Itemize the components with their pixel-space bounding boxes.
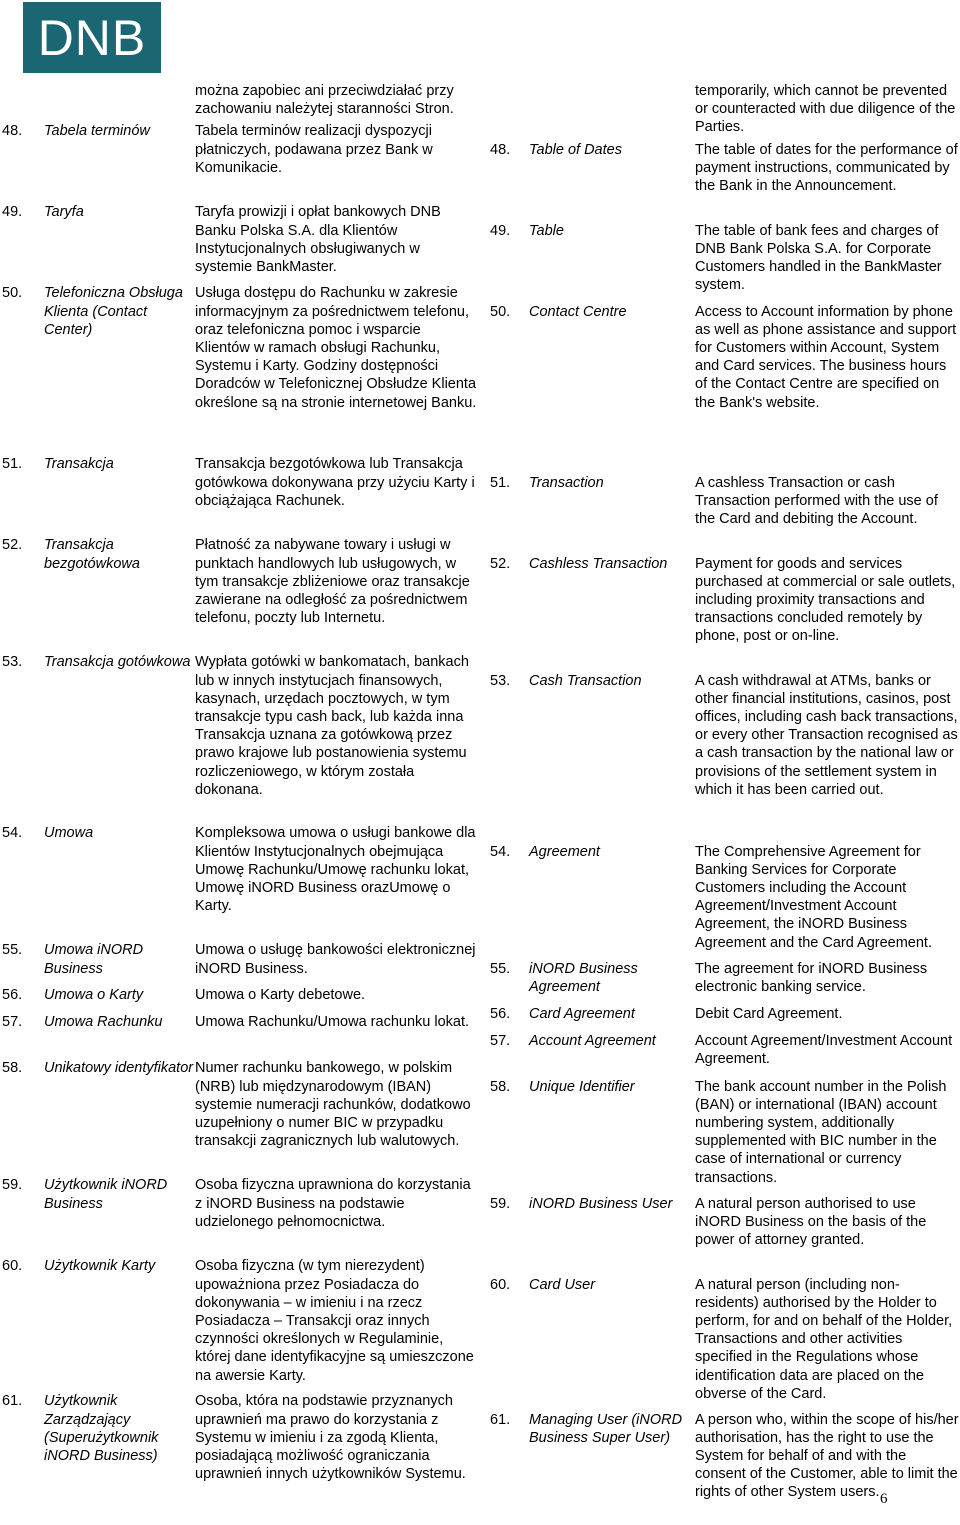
item-number: 57. [490,1032,511,1049]
definition: The table of bank fees and charges of DNB Bank Polska S.A. for Corporate Customers handled in the BankMaster system. [695,222,942,294]
definition-item-pl [0,203,478,280]
definition: A cash withdrawal at ATMs, banks or other financial institutions, casinos, post offices, including cash back transactions, or every other Transaction recognised as a cash transaction by the national law or provisions of the settlement system in which it has been carried out. [695,672,958,798]
definition-item-pl [0,653,478,820]
term: Telefoniczna Obsługa Klienta (Contact Center) [44,285,183,338]
definition: Debit Card Agreement. [695,1005,843,1022]
definitions-list-pl [0,122,478,1502]
definition-item-pl [0,284,478,451]
item-number: 57. [2,1014,23,1031]
item-number: 48. [490,141,511,158]
term: Transakcja [44,456,114,473]
definition: Taryfa prowizji i opłat bankowych DNB Banku Polska S.A. dla Klientów Instytucjonalnych obsługiwanych w systemie BankMaster. [195,204,441,276]
dnb-logo [23,2,161,73]
item-number: 52. [2,537,23,554]
page-number: 6 [880,1491,888,1507]
item-number: 58. [490,1078,511,1095]
definition-item-pl [0,941,478,982]
term: Użytkownik iNORD Business [44,1177,168,1212]
term: Umowa iNORD Business [44,942,144,977]
term: Unikatowy identyfikator [44,1060,194,1077]
definition-item-en [490,1276,960,1407]
definition: Tabela terminów realizacji dyspozycji płatniczych, podawana przez Bank w Komunikacie. [195,123,433,176]
definition: Umowa o Karty debetowe. [195,987,366,1004]
definition-item-en [490,141,960,218]
term: iNORD Business User [529,1195,673,1212]
item-number: 50. [2,285,23,302]
definition: Umowa o usługę bankowości elektronicznej iNORD Business. [195,942,476,977]
definition-item-pl [0,455,478,532]
definition-item-en [490,960,960,1001]
definition: The Comprehensive Agreement for Banking Services for Corporate Customers including the Account Agreement/Investment Account Agreement, the iNORD Business Agreement and the Card Agreement. [695,843,932,951]
definition: Transakcja bezgotówkowa lub Transakcja gotówkowa dokonywana przy użyciu Karty i obciążająca Rachunek. [195,456,475,509]
definition: A cashless Transaction or cash Transaction performed with the use of the Card and debiting the Account. [695,474,938,528]
item-number: 60. [2,1258,23,1275]
item-number: 50. [490,303,511,320]
definition: Account Agreement/Investment Account Agreement. [695,1032,953,1067]
term: Unique Identifier [529,1078,635,1095]
definition: A person who, within the scope of his/her authorisation, has the right to use the System for behalf of and with the consent of the Customer, able to limit the rights of other System users. [695,1411,959,1501]
item-number: 58. [2,1060,23,1077]
definition-item-en [490,555,960,668]
term: Table [529,222,564,239]
term: Tabela terminów [44,123,150,140]
definition: Osoba, która na podstawie przyznanych uprawnień ma prawo do korzystania z Systemu w imieniu i za zgodą Klienta, posiadającą możliwość ograniczania uprawnień innych użytkowników Systemu. [195,1393,466,1483]
term: iNORD Business Agreement [529,960,638,995]
item-number: 59. [490,1195,511,1212]
term: Umowa o Karty [44,987,144,1004]
definition: A natural person authorised to use iNORD Business on the basis of the power of attorney granted. [695,1195,927,1249]
definition: Usługa dostępu do Rachunku w zakresie informacyjnym za pośrednictwem telefonu, oraz telefoniczna pomoc i wsparcie Klientów w ramach obsługi Rachunku, Systemu i Karty. Godziny dostępności Doradców w Telefonicznej Obsłudze Klienta określone są na stronie internetowej Banku. [195,285,477,411]
english-column [490,82,960,1525]
definition-item-en [490,1411,960,1521]
item-number: 56. [490,1005,511,1022]
definition: Osoba fizyczna (w tym nierezydent) upoważniona przez Posiadacza do dokonywania – w imieniu i na rzecz Posiadacza – Transakcji oraz innych czynności określonych w Regulaminie, której dane identyfikacyjne są umieszczone na awersie Karty. [195,1258,474,1384]
definition: Kompleksowa umowa o usługi bankowe dla Klientów Instytucjonalnych obejmująca Umowę Rachunku/Umowę rachunku lokat, Umowę iNORD Business orazUmowę o Karty. [195,825,476,915]
term: Table of Dates [529,141,622,158]
definition-item-en [490,303,960,470]
item-number: 49. [490,222,511,239]
term: Umowa Rachunku [44,1014,163,1031]
item-number: 59. [2,1177,23,1194]
definition: Umowa Rachunku/Umowa rachunku lokat. [195,1014,470,1031]
item-number: 51. [490,474,511,491]
term: Agreement [529,843,600,860]
item-number: 56. [2,987,23,1004]
definition: The agreement for iNORD Business electronic banking service. [695,960,928,995]
definition-item-pl [0,1059,478,1172]
definition-item-en [490,1005,960,1028]
definition-item-en [490,672,960,839]
item-number: 48. [2,123,23,140]
term: Umowa [44,825,94,842]
term: Contact Centre [529,303,627,320]
definition: Numer rachunku bankowego, w polskim (NRB) lub międzynarodowym (IBAN) systemie numeracji rachunków, dodatkowo uzupełniony o numer BIC w przypadku transakcji zagranicznych lub walutowych. [195,1060,471,1150]
logo-text: DNB [37,9,147,66]
definition: Osoba fizyczna uprawniona do korzystania z iNORD Business na podstawie udzielonego pełnomocnictwa. [195,1177,471,1230]
item-number: 55. [490,960,511,977]
item-number: 52. [490,555,511,572]
item-number: 61. [490,1411,511,1428]
definition: Płatność za nabywane towary i usługi w punktach handlowych lub usługowych, w tym transakcje zbliżeniowe oraz transakcje zawierane na odległość za pośrednictwem telefonu, poczty lub Internetu. [195,537,470,627]
definition-item-pl [0,986,478,1009]
definition-item-en [490,1195,960,1272]
definition-item-pl [0,1257,478,1388]
definition: Wypłata gotówki w bankomatach, bankach lub w innych instytucjach finansowych, kasynach, urzędach pocztowych, w tym transakcje typu cash back, lub każda inna Transakcja uznana za gotówkową przez prawo krajowe lub postanowienia systemu rozliczeniowego, w którym została dokonana. [195,654,469,798]
definition-item-pl [0,536,478,649]
definition-item-en [490,843,960,956]
definition: A natural person (including non-residents) authorised by the Holder to perform, for and on behalf of the Holder, Transactions and other activities specified in the Regulations whose identification data are placed on the obverse of the Card. [695,1276,953,1402]
polish-column [0,82,478,1506]
definition-item-en [490,1078,960,1191]
term: Card User [529,1276,596,1293]
term: Transakcja bezgotówkowa [44,537,140,572]
term: Taryfa [44,204,84,221]
continued-text-pl: można zapobiec ani przeciwdziałać przy zachowaniu należytej staranności Stron. [195,83,454,118]
definition-item-pl [0,122,478,199]
term: Cashless Transaction [529,555,668,572]
item-number: 54. [2,825,23,842]
item-number: 53. [2,654,23,671]
term: Transakcja gotówkowa [44,654,191,671]
definition: Payment for goods and services purchased at commercial or sale outlets, including proximity transactions and transactions concluded remotely by phone, post or on-line. [695,555,956,645]
term: Cash Transaction [529,672,642,689]
definition: The bank account number in the Polish (BAN) or international (IBAN) account numbering system, additionally supplemented with BIC number in the case of international or currency transactions. [695,1078,947,1186]
term: Account Agreement [529,1032,656,1049]
definition-item-pl [0,824,478,937]
term: Użytkownik Karty [44,1258,156,1275]
item-number: 60. [490,1276,511,1293]
definition-item-en [490,1032,960,1074]
item-number: 51. [2,456,23,473]
term: Transaction [529,474,604,491]
definition-item-en [490,222,960,299]
definition-item-pl [0,1176,478,1253]
item-number: 53. [490,672,511,689]
definitions-list-en [490,141,960,1521]
term: Użytkownik Zarządzający (Superużytkownik iNORD Business) [44,1393,159,1465]
item-number: 61. [2,1393,23,1410]
item-number: 55. [2,942,23,959]
definition: The table of dates for the performance of payment instructions, communicated by the Bank in the Announcement. [695,141,958,195]
definition: Access to Account information by phone as well as phone assistance and support for Customers within Account, System and Card services. The business hours of the Contact Centre are specified on the Bank's website. [695,303,957,411]
term: Card Agreement [529,1005,635,1022]
continued-text-en: temporarily, which cannot be prevented or counteracted with due diligence of the Parties. [695,83,956,136]
definition-item-pl [0,1392,478,1502]
definition-item-en [490,474,960,551]
definition-item-pl [0,1013,478,1055]
item-number: 49. [2,204,23,221]
term: Managing User (iNORD Business Super User) [529,1411,683,1446]
item-number: 54. [490,843,511,860]
